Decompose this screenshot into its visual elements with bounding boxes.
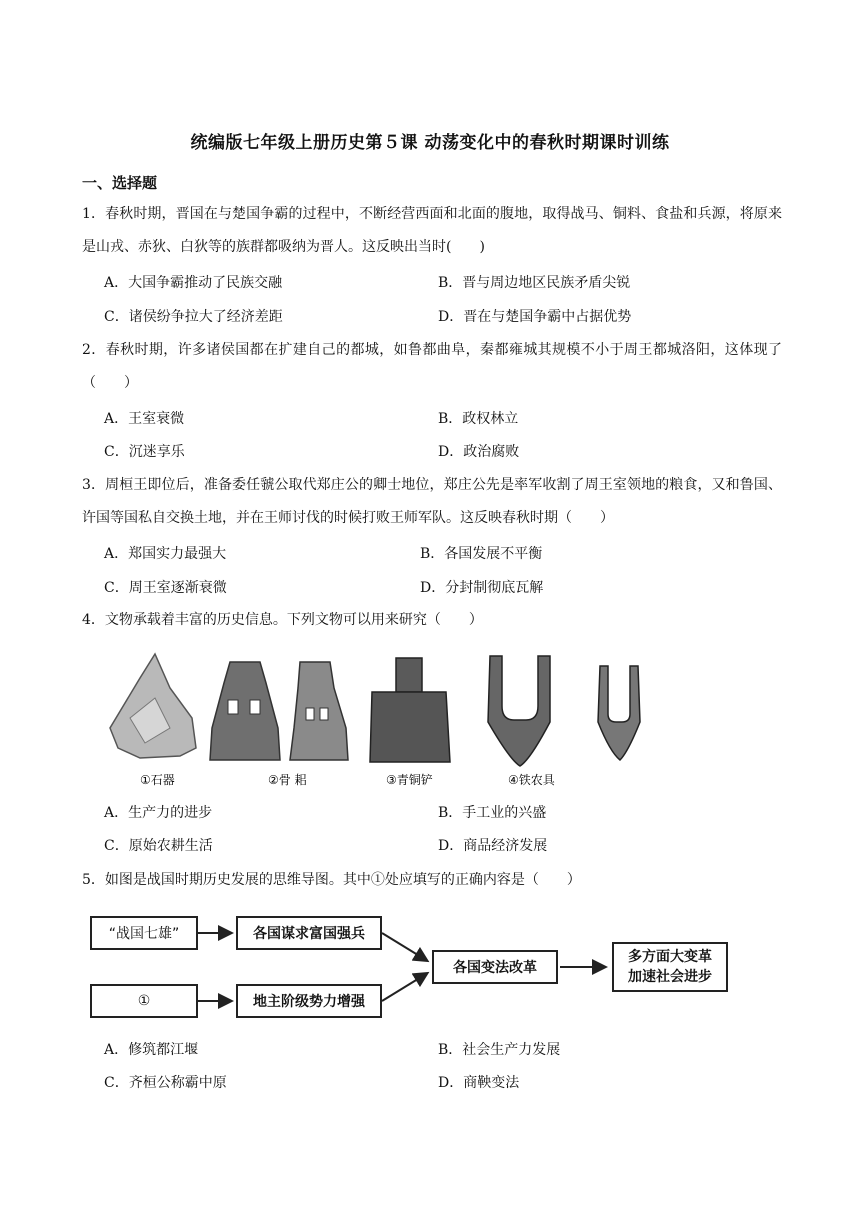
q4-option-d: D．商品经济发展	[438, 838, 548, 854]
q1-option-d: D．晋在与楚国争霸中占据优势	[438, 309, 632, 325]
bone-spade-image-2	[290, 662, 348, 760]
caption-stone: ①石器	[140, 773, 175, 787]
mm-result-line-1: 多方面大变革	[628, 949, 712, 965]
q2-option-d: D．政治腐败	[438, 444, 520, 460]
question-5-stem: 5．如图是战国时期历史发展的思维导图。其中①处应填写的正确内容是（ ）	[82, 872, 581, 888]
stone-tool-image	[110, 654, 196, 758]
mm-box-seven-states: “战国七雄”	[90, 916, 198, 950]
mind-map-arrows	[90, 912, 740, 1022]
q3-option-d: D．分封制彻底瓦解	[420, 580, 544, 596]
mm-box-blank-1: ①	[90, 984, 198, 1018]
q5-option-a: A．修筑都江堰	[104, 1042, 199, 1058]
question-2-stem: 2．春秋时期，许多诸侯国都在扩建自己的都城，如鲁都曲阜，秦都雍城其规模不小于周王都城洛阳，这体现了（ ）	[82, 342, 782, 391]
mm-box-rich-strong: 各国谋求富国强兵	[236, 916, 382, 950]
q3-option-b: B．各国发展不平衡	[420, 546, 543, 562]
q2-option-c: C．沉迷享乐	[104, 444, 185, 460]
arrow-right-icon	[382, 933, 426, 960]
q5-option-d: D．商鞅变法	[438, 1075, 520, 1091]
iron-hoe-image	[488, 656, 550, 766]
arrow-right-icon	[382, 974, 426, 1001]
mm-box-landlord: 地主阶级势力增强	[236, 984, 382, 1018]
q4-option-b: B．手工业的兴盛	[438, 805, 547, 821]
q2-option-a: A．王室衰微	[104, 411, 185, 427]
mind-map-figure	[90, 912, 740, 1022]
question-3-stem: 3．周桓王即位后，准备委任虢公取代郑庄公的卿士地位，郑庄公先是率军收割了周王室领地的粮食，又和鲁国、许国等国私自交换土地，并在王师讨伐的时候打败王师军队。这反映春秋时期（ ）	[82, 477, 782, 526]
q1-option-c: C．诸侯纷争拉大了经济差距	[104, 309, 283, 325]
artifacts-figure	[100, 648, 680, 798]
q1-option-b: B．晋与周边地区民族矛盾尖锐	[438, 275, 631, 291]
document-title: 统编版七年级上册历史第５课 动荡变化中的春秋时期课时训练	[190, 133, 670, 153]
q3-option-a: A．郑国实力最强大	[104, 546, 227, 562]
q5-option-b: B．社会生产力发展	[438, 1042, 561, 1058]
bone-spade-image	[210, 662, 280, 760]
mm-box-reform: 各国变法改革	[432, 950, 558, 984]
question-1-stem: 1．春秋时期，晋国在与楚国争霸的过程中，不断经营西面和北面的腹地，取得战马、铜料、食盐和兵源，将原来是山戎、赤狄、白狄等的族群都吸纳为晋人。这反映出当时( )	[82, 206, 782, 255]
section-heading: 一、选择题	[82, 174, 158, 192]
question-4-stem: 4．文物承载着丰富的历史信息。下列文物可以用来研究（ ）	[82, 612, 483, 628]
caption-bone: ②骨 耜	[268, 773, 307, 787]
q5-option-c: C．齐桓公称霸中原	[104, 1075, 227, 1091]
caption-bronze: ③青铜铲	[386, 773, 433, 787]
q2-option-b: B．政权林立	[438, 411, 519, 427]
iron-plough-image	[598, 666, 640, 760]
q4-option-c: C．原始农耕生活	[104, 838, 213, 854]
bronze-shovel-image	[370, 658, 450, 762]
q3-option-c: C．周王室逐渐衰微	[104, 580, 227, 596]
mm-result-line-2: 加速社会进步	[628, 969, 712, 985]
q4-option-a: A．生产力的进步	[104, 805, 213, 821]
q1-option-a: A．大国争霸推动了民族交融	[104, 275, 283, 291]
caption-iron: ④铁农具	[508, 773, 555, 787]
